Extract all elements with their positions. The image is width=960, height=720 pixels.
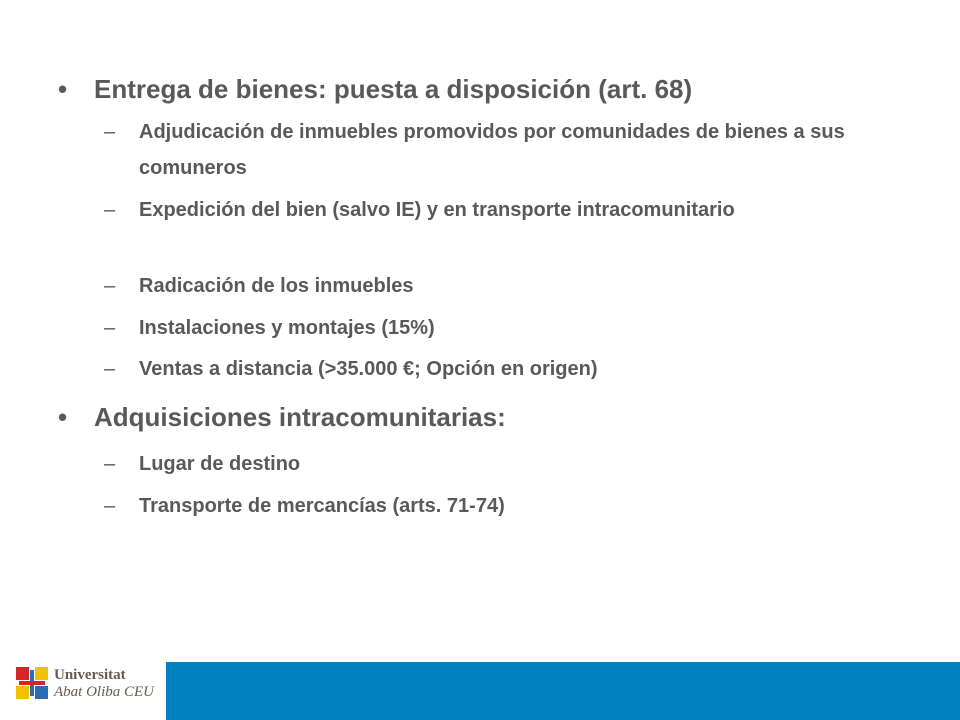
bullet-dash: – xyxy=(104,275,116,297)
section-heading-entrega: Entrega de bienes: puesta a disposición (art. 68) xyxy=(94,74,693,104)
logo-line-1: Universitat xyxy=(54,667,126,683)
section-heading-adquisiciones: Adquisiciones intracomunitarias: xyxy=(94,402,506,432)
list-item: Instalaciones y montajes (15%) xyxy=(139,317,435,339)
university-logo-text xyxy=(54,667,154,701)
bullet-dot: • xyxy=(58,74,68,104)
list-item: Expedición del bien (salvo IE) y en transporte intracomunitario xyxy=(139,199,735,221)
list-item: Transporte de mercancías (arts. 71-74) xyxy=(139,495,505,517)
bullet-dash: – xyxy=(104,199,116,221)
bullet-dash: – xyxy=(104,317,116,339)
university-logo-icon xyxy=(15,666,49,700)
list-item: Ventas a distancia (>35.000 €; Opción en origen) xyxy=(139,358,598,380)
footer-bar xyxy=(166,662,960,720)
bullet-dash: – xyxy=(104,121,116,143)
list-item: Adjudicación de inmuebles promovidos por comunidades de bienes a sus comuneros xyxy=(139,121,845,179)
list-item: Radicación de los inmuebles xyxy=(139,275,414,297)
list-item: Lugar de destino xyxy=(139,453,301,475)
logo-line-2: Abat Oliba CEU xyxy=(54,684,154,700)
bullet-dash: – xyxy=(104,453,116,475)
bullet-dash: – xyxy=(104,495,116,517)
bullet-dot: • xyxy=(58,402,68,432)
bullet-dash: – xyxy=(104,358,116,380)
